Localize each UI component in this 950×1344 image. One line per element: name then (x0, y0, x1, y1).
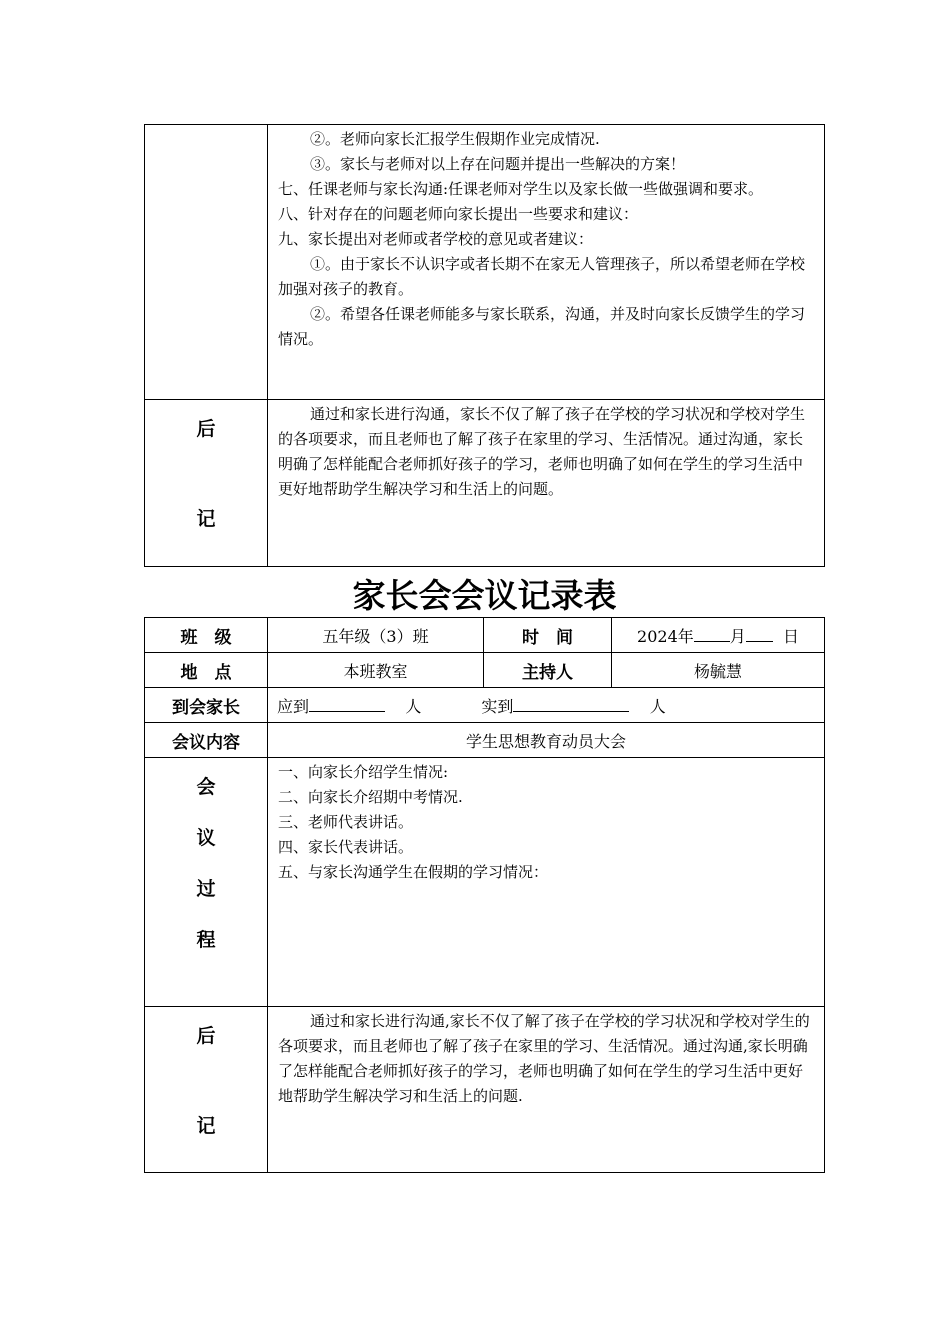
form-afterword-label-top: 后 (196, 1025, 216, 1047)
attendance-row (145, 688, 825, 723)
time-value[interactable] (612, 618, 825, 653)
actual-label: 实到 (481, 696, 514, 716)
form-afterword-label-bottom: 记 (196, 1115, 216, 1137)
content-line: ②。希望各任课老师能多与家长联系，沟通，并及时向家长反馈学生的学习情况。 (278, 305, 806, 348)
process-line: 二、向家长介绍期中考情况. (278, 788, 463, 806)
place-value: 本班教室 (268, 653, 484, 688)
expected-blank[interactable] (309, 695, 385, 712)
process-label-char: 议 (196, 827, 216, 849)
attendance-label: 到会家长 (145, 688, 268, 723)
process-label-char: 会 (196, 776, 216, 798)
expected-label: 应到 (277, 696, 310, 716)
process-line: 五、与家长沟通学生在假期的学习情况： (278, 863, 549, 881)
process-line: 四、家长代表讲话。 (278, 838, 414, 856)
process-line: 一、向家长介绍学生情况: (278, 763, 449, 781)
time-day: 日 (782, 626, 799, 646)
time-label: 时 间 (484, 618, 612, 653)
afterword-text-cell (268, 400, 825, 567)
class-time-row (145, 618, 825, 653)
form-title: 家长会会议记录表 (352, 576, 617, 615)
content-line: ①。由于家长不认识字或者长期不在家无人管理孩子，所以希望老师在学校加强对孩子的教育。 (278, 255, 806, 298)
previous-record-table (144, 124, 825, 567)
time-year: 2024年 (637, 626, 694, 646)
process-label-cell (145, 758, 268, 1007)
host-label: 主持人 (484, 653, 612, 688)
attendance-value[interactable] (268, 688, 825, 723)
process-continuation-row (145, 125, 825, 400)
afterword-label-bottom: 记 (196, 508, 216, 530)
content-line: 八、针对存在的问题老师向家长提出一些要求和建议： (278, 205, 639, 223)
class-label: 班 级 (145, 618, 268, 653)
month-blank[interactable] (694, 625, 730, 642)
afterword-text: 通过和家长进行沟通，家长不仅了解了孩子在学校的学习状况和学校对学生的各项要求，而且老师也了解了孩子在家里的学习、生活情况。通过沟通，家长明确了怎样能配合老师抓好孩子的学习，老师也明确了如何在学生的学习生活中更好地帮助学生解决学习和生活上的问题。 (278, 405, 806, 498)
content-line: 九、家长提出对老师或者学校的意见或者建议： (278, 230, 594, 248)
afterword-label-cell (145, 400, 268, 567)
afterword-label-top: 后 (196, 418, 216, 440)
time-month: 月 (729, 626, 746, 646)
content-row (145, 723, 825, 758)
meeting-record-form (144, 617, 825, 1173)
process-content-cell (268, 758, 825, 1007)
process-label-char: 程 (196, 929, 216, 951)
content-value: 学生思想教育动员大会 (268, 723, 825, 758)
form-afterword-text: 通过和家长进行沟通,家长不仅了解了孩子在学校的学习状况和学校对学生的各项要求，而且老师也了解了孩子在家里的学习、生活情况。通过沟通,家长明确了怎样能配合老师抓好孩子的学习，老师也明确了如何在学生的学习生活中更好地帮助学生解决学习和生活上的问题. (278, 1012, 810, 1105)
day-blank[interactable] (746, 625, 773, 642)
form-afterword-text-cell (268, 1007, 825, 1173)
actual-blank[interactable] (513, 695, 629, 712)
content-label: 会议内容 (145, 723, 268, 758)
content-line: 七、任课老师与家长沟通:任课老师对学生以及家长做一些做强调和要求。 (278, 180, 764, 198)
place-host-row (145, 653, 825, 688)
empty-label-cell (145, 125, 268, 400)
process-continuation-cell (268, 125, 825, 400)
actual-unit: 人 (649, 696, 666, 716)
content-line: ②。老师向家长汇报学生假期作业完成情况. (310, 130, 600, 148)
process-label-char: 过 (196, 878, 216, 900)
form-afterword-label-cell (145, 1007, 268, 1173)
host-value: 杨毓慧 (612, 653, 825, 688)
expected-unit: 人 (405, 696, 422, 716)
process-line: 三、老师代表讲话。 (278, 813, 414, 831)
process-row (145, 758, 825, 1007)
afterword-row (145, 400, 825, 567)
form-afterword-row (145, 1007, 825, 1173)
class-value: 五年级（3）班 (268, 618, 484, 653)
place-label: 地 点 (145, 653, 268, 688)
content-line: ③。家长与老师对以上存在问题并提出一些解决的方案！ (310, 155, 686, 173)
